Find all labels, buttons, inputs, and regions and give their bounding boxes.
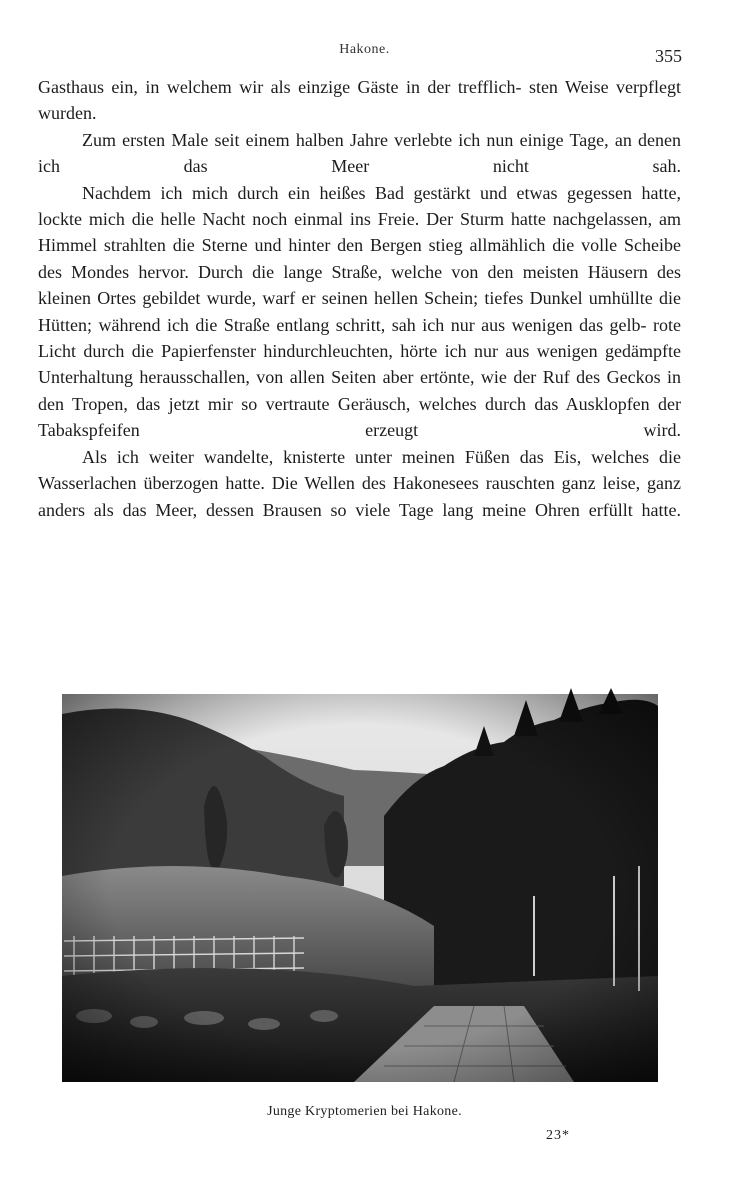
page-number: 355 [655, 46, 682, 66]
text-line: Freie. Der Sturm hatte nachgelassen, am Himmel strahlten die [38, 209, 682, 256]
text-line: einige Tage, an denen ich das Meer nicht sah. [38, 129, 681, 177]
vignette [62, 694, 658, 1082]
text-line: rote Licht durch die Papierfenster hindurchleuchten, hörte ich nur [38, 314, 682, 362]
text-line: Seiten aber ertönte, wie der Ruf des Geckos in den Tropen, das [38, 367, 682, 414]
text-line: seinen hellen Schein; tiefes Dunkel umhüllte die Hütten; während [38, 288, 681, 335]
text-line: Nachdem ich mich durch ein heißes Bad gestärkt und etwas [82, 182, 558, 203]
body-text [38, 74, 681, 523]
text-line: sten Weise verpflegt wurden. [38, 77, 682, 124]
text-line: Zum ersten Male seit einem halben Jahre verlebte ich nun [82, 129, 514, 150]
figure-caption: Junge Kryptomerien bei Hakone. [267, 1104, 462, 1119]
text-line: gegessen hatte, lockte mich die helle Nacht noch einmal ins [38, 182, 681, 230]
text-line: Eis, welches die Wasserlachen überzogen hatte. Die Wellen des [38, 446, 681, 494]
running-head: Hakone. [339, 42, 390, 57]
text-line: ich die Straße entlang schritt, sah ich nur aus wenigen das gelb- [166, 314, 647, 335]
landscape-photo-illustration [54, 686, 666, 1090]
signature-mark: 23* [546, 1128, 570, 1143]
photograph [54, 686, 666, 1090]
text-line: der Tabakspfeifen erzeugt wird. [38, 393, 682, 441]
text-line: Gasthaus ein, in welchem wir als einzige Gäste in der trefflich- [38, 77, 522, 97]
text-line: Hakonesees rauschten ganz leise, ganz anders als das Meer, [38, 473, 681, 520]
text-line: aus wenigen gedämpfte Unterhaltung herausschallen, von allen [38, 341, 682, 388]
text-line: jetzt mir so vertraute Geräusch, welches durch das Ausklopfen [168, 393, 650, 414]
text-line: Sterne und hinter den Bergen stieg allmählich die volle Scheibe [201, 235, 681, 256]
paragraph [38, 127, 681, 180]
text-line: dessen Brausen so viele Tage lang meine Ohren erfüllt hatte. [205, 499, 682, 520]
text-line: Als ich weiter wandelte, knisterte unter meinen Füßen das [82, 446, 544, 467]
text-line: meisten Häusern des kleinen Ortes gebildet wurde, warf er [38, 261, 682, 309]
paragraph [38, 444, 681, 523]
paragraph [38, 74, 681, 127]
text-line: des Mondes hervor. Durch die lange Straße, welche von den [38, 261, 514, 282]
paragraph [38, 180, 681, 444]
